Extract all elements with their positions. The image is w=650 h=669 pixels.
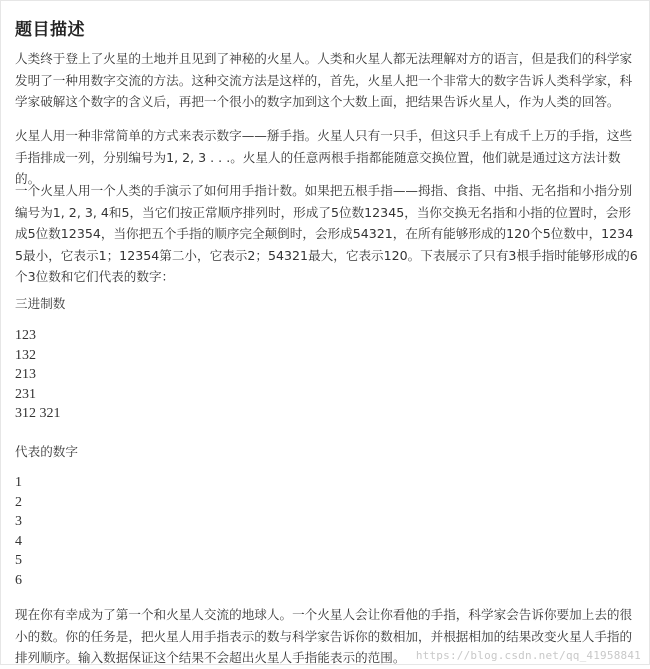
- list-item: 3: [15, 514, 22, 529]
- blog-watermark: https://blog.csdn.net/qq_41958841: [415, 649, 641, 662]
- list-item: 1: [15, 475, 22, 490]
- list-item: 6: [15, 572, 22, 588]
- list-item: 231: [15, 386, 36, 402]
- page-title: 题目描述: [15, 20, 85, 40]
- list-item: 5: [15, 553, 22, 568]
- represented-numbers-label: 代表的数字: [15, 444, 78, 459]
- list-item: 132: [15, 347, 36, 363]
- paragraph-example: 一个火星人用一个人类的手演示了如何用手指计数。如果把五根手指——拇指、食指、中指、无名指和小指分别编号为1, 2, 3, 4和5，当它们按正常顺序排列时，形成了5位数12345，当你交换无名指和小指的位置时，会形成5位数12354，当你把五个手指的顺序完全颠倒时，会形成54321，在所有能够形成的120个5位数中，12345最小，它表示1；12354第二小，它表示2；54321最大，它表示120。下表展示了只有3根手指时能够形成的6个3位数和它们代表的数字：: [15, 183, 638, 284]
- paragraph-finger-counting: 火星人用一种非常简单的方式来表示数字——掰手指。火星人只有一只手，但这只手上有成千上万的手指，这些手指排成一列，分别编号为1, 2, 3 . . .。火星人的任意两根手指都能随意交换位置，他们就是通过这方法计数的。: [15, 128, 633, 186]
- list-item: 2: [15, 494, 22, 510]
- list-item: 123: [15, 328, 36, 343]
- paragraph-task: 现在你有幸成为了第一个和火星人交流的地球人。一个火星人会让你看他的手指，科学家会告诉你要加上去的很小的数。你的任务是，把火星人用手指表示的数与科学家告诉你的数相加，并根据相加的结果改变火星人手指的排列顺序。输入数据保证这个结果不会超出火星人手指能表示的范围。: [15, 607, 633, 665]
- list-item: 213: [15, 367, 36, 382]
- ternary-numbers-label: 三进制数: [15, 296, 66, 311]
- paragraph-intro: 人类终于登上了火星的土地并且见到了神秘的火星人。人类和火星人都无法理解对方的语言，但是我们的科学家发明了一种用数字交流的方法。这种交流方法是这样的，首先，火星人把一个非常大的数字告诉人类科学家，科学家破解这个数字的含义后，再把一个很小的数字加到这个大数上面，把结果告诉火星人，作为人类的回答。: [15, 51, 633, 109]
- represented-numbers-list: [15, 473, 22, 590]
- list-item: 312 321: [15, 406, 61, 421]
- list-item: 4: [15, 533, 22, 549]
- ternary-numbers-list: [15, 326, 61, 424]
